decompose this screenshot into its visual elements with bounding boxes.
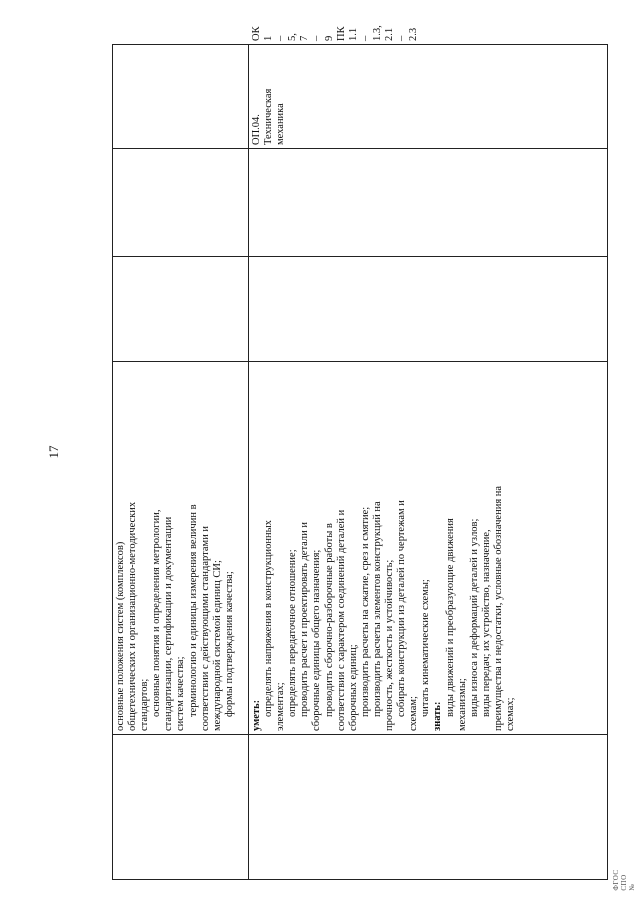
content-line: прочность, жесткость и устойчивость; <box>384 559 396 731</box>
cell-hours-max <box>249 257 608 362</box>
content-line: стандартизации, сертификации и документации <box>163 516 175 731</box>
content-line: международной системой единиц СИ; <box>211 560 223 731</box>
content-line: сборочных единиц; <box>347 644 359 731</box>
content-line: общетехнических и организационно-методических <box>127 501 139 731</box>
page-number: 17 <box>46 445 61 459</box>
content-line: проводить сборочно-разборочные работы в <box>323 523 335 717</box>
content-line: схемам; <box>408 696 420 731</box>
cell-discipline <box>113 45 249 149</box>
content-line: виды передач; их устройство, назначение, <box>480 529 492 717</box>
content-line: формы подтверждения качества; <box>223 571 235 717</box>
table-frame <box>112 25 608 880</box>
content-line: соответствии с действующими стандартами и <box>199 525 211 731</box>
content-line: проводить расчет и проектировать детали и <box>299 521 311 717</box>
content-line: сборочные единицы общего назначения; <box>311 549 323 731</box>
content-line: стандартов; <box>139 678 151 731</box>
cell-hours-required <box>249 149 608 257</box>
content-line: уметь: <box>251 699 262 731</box>
content-line: элементах; <box>275 682 287 731</box>
content-line: основные положения систем (комплексов) <box>115 541 126 731</box>
content-line: определять напряжения в конструкционных <box>263 520 275 717</box>
discipline-name: Техническая механика <box>263 88 287 145</box>
content-line: виды износа и деформаций деталей и узлов; <box>468 518 480 717</box>
content-line: схемах; <box>504 697 516 731</box>
content-line: виды движений и преобразующие движения <box>444 518 456 717</box>
footer-mark: ФГОС СПО № <box>612 869 636 891</box>
content-line: преимущества и недостатки, условные обозначения на <box>492 485 504 731</box>
content-line: соответствии с характером соединений деталей и <box>335 509 347 731</box>
cell-hours-max <box>113 257 249 362</box>
content-line: терминологию и единицы измерения величин в <box>187 504 199 717</box>
cell-content <box>249 362 608 735</box>
rotated-table-wrapper <box>112 25 608 880</box>
cell-index <box>249 735 608 880</box>
content-line: производить расчеты на сжатие, срез и смятие; <box>359 506 371 717</box>
content-line: читать кинематические схемы; <box>420 579 432 717</box>
content-line: собирать конструкции из деталей по чертежам и <box>396 500 408 717</box>
cell-hours-required <box>113 149 249 257</box>
table-row-standards <box>113 45 249 880</box>
discipline-code: ОП.04. <box>251 114 262 145</box>
cell-discipline <box>249 45 608 149</box>
content-line: знать: <box>432 701 444 731</box>
content-line: определять передаточное отношение; <box>287 549 299 717</box>
cell-index <box>113 735 249 880</box>
competencies-text: ОК 1 – 5, 7 – 9 ПК 1.1 – 1.3, 2.1 – 2.3 <box>251 25 420 41</box>
content-line: основные понятия и определения метрологии, <box>151 509 163 717</box>
curriculum-table <box>112 25 608 880</box>
cell-content <box>113 362 249 735</box>
content-line: систем качества; <box>175 656 187 731</box>
content-line: механизмы; <box>456 678 468 731</box>
content-line: производить расчеты элементов конструкций на <box>371 501 383 717</box>
table-row-technical-mechanics <box>249 45 608 880</box>
